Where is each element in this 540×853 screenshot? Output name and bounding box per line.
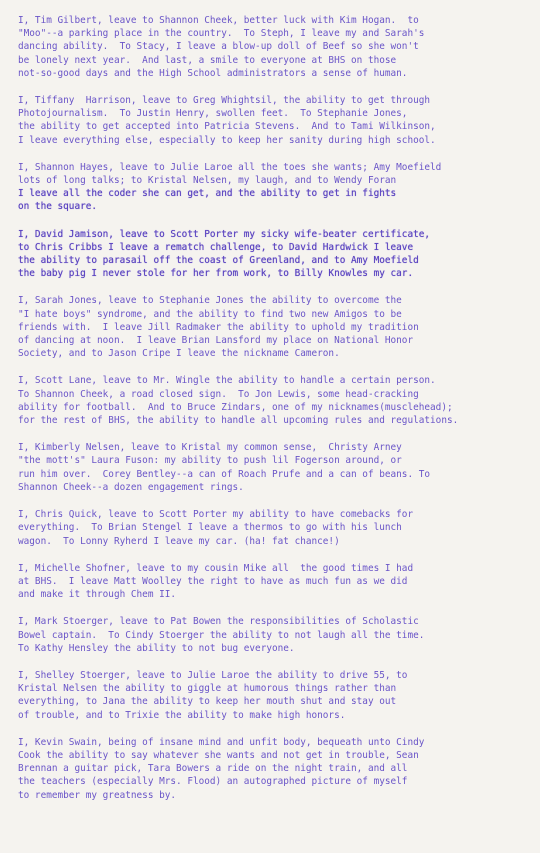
paragraph-line: and make it through Chem II. [18, 589, 177, 601]
paragraph-line: "Moo"--a parking place in the country. To Steph, I leave my and Sarah's [18, 28, 425, 40]
will-paragraph-kimberly-nelsen [18, 441, 540, 494]
paragraph-line: run him over. Corey Bentley--a can of Roach Prufe and a can of beans. To [18, 468, 431, 480]
paragraph-line: I, Mark Stoerger, leave to Pat Bowen the responsibilities of Scholastic [18, 616, 419, 628]
paragraph-line: To Shannon Cheek, a road closed sign. To Jon Lewis, some head-cracking [18, 388, 419, 400]
paragraph-line: ability for football. And to Bruce Zindars, one of my nicknames(musclehead); [18, 401, 453, 413]
paragraph-line: to remember my greatness by. [18, 789, 177, 801]
will-paragraph-david-jamison [18, 228, 540, 281]
paragraph-line: I, Tim Gilbert, leave to Shannon Cheek, better luck with Kim Hogan. to [18, 15, 419, 26]
paragraph-line: I leave all the coder she can get, and the ability to get in fights [18, 188, 397, 200]
will-paragraph-shelley-stoerger [18, 669, 540, 722]
paragraph-line: the ability to get accepted into Patricia Stevens. And to Tami Wilkinson, [18, 121, 436, 133]
paragraph-line: for the rest of BHS, the ability to handle all upcoming rules and regulations. [18, 415, 459, 427]
paragraph-line: on the square. [18, 201, 98, 213]
paragraph-line: Photojournalism. To Justin Henry, swollen feet. To Stephanie Jones, [18, 108, 408, 120]
paragraph-line: friends with. I leave Jill Radmaker the ability to uphold my tradition [18, 321, 419, 333]
paragraph-line: To Kathy Hensley the ability to not bug everyone. [18, 642, 295, 654]
paragraph-line: I, Michelle Shofner, leave to my cousin Mike all the good times I had [18, 562, 414, 574]
paragraph-line: of dancing at noon. I leave Brian Lansford my place on National Honor [18, 335, 414, 347]
paragraph-line: Bowel captain. To Cindy Stoerger the ability to not laugh all the time. [18, 629, 425, 641]
paragraph-line: Shannon Cheek--a dozen engagement rings. [18, 481, 244, 493]
will-paragraph-tiffany-harrison [18, 94, 540, 147]
paragraph-line: I, Chris Quick, leave to Scott Porter my ability to have comebacks for [18, 509, 414, 521]
paragraph-line: not-so-good days and the High School administrators a sense of human. [18, 67, 408, 79]
paragraph-line: I, Shannon Hayes, leave to Julie Laroe all the toes she wants; Amy Moefield [18, 161, 442, 173]
will-paragraph-chris-quick [18, 508, 540, 548]
paragraph-line: I leave everything else, especially to keep her sanity during high school. [18, 134, 436, 146]
will-paragraph-sarah-jones [18, 294, 540, 360]
paragraph-line: everything, to Jana the ability to keep her mouth shut and stay out [18, 696, 397, 708]
paragraph-line: I, Scott Lane, leave to Mr. Wingle the ability to handle a certain person. [18, 375, 436, 387]
will-paragraph-mark-stoerger [18, 615, 540, 655]
paragraph-line: to Chris Cribbs I leave a rematch challenge, to David Hardwick I leave [18, 241, 414, 253]
paragraph-line: the baby pig I never stole for her from work, to Billy Knowles my car. [18, 268, 414, 280]
paragraph-line: I, Kevin Swain, being of insane mind and unfit body, bequeath unto Cindy [18, 736, 425, 748]
paragraph-line: at BHS. I leave Matt Woolley the right to have as much fun as we did [18, 575, 408, 587]
paragraph-line: of trouble, and to Trixie the ability to make high honors. [18, 709, 346, 721]
paragraph-line: everything. To Brian Stengel I leave a thermos to go with his lunch [18, 522, 402, 534]
will-paragraph-scott-lane [18, 374, 540, 427]
paragraph-line: dancing ability. To Stacy, I leave a blow-up doll of Beef so she won't [18, 41, 419, 53]
paragraph-line: I, David Jamison, leave to Scott Porter my sicky wife-beater certificate, [18, 228, 431, 240]
paragraph-line: I, Tiffany Harrison, leave to Greg Whightsil, the ability to get through [18, 95, 431, 107]
paragraph-line: lots of long talks; to Kristal Nelsen, my laugh, and to Wendy Foran [18, 175, 397, 187]
will-paragraph-michelle-shofner [18, 562, 540, 602]
will-paragraph-kevin-swain [18, 736, 540, 802]
paragraph-line: wagon. To Lonny Ryherd I leave my car. (ha! fat chance!) [18, 535, 340, 547]
paragraph-line: Society, and to Jason Cripe I leave the nickname Cameron. [18, 348, 340, 360]
paragraph-line: Cook the ability to say whatever she wants and not get in trouble, Sean [18, 749, 419, 761]
will-paragraph-shannon-hayes [18, 161, 540, 214]
paragraph-line: be lonely next year. And last, a smile to everyone at BHS on those [18, 54, 397, 66]
paragraph-line: "I hate boys" syndrome, and the ability to find two new Amigos to be [18, 308, 402, 320]
paragraph-line: the ability to parasail off the coast of Greenland, and to Amy Moefield [18, 255, 419, 267]
will-paragraph-tim-gilbert [18, 14, 540, 80]
paragraph-line: Brennan a guitar pick, Tara Bowers a ride on the night train, and all [18, 763, 408, 775]
paragraph-line: I, Sarah Jones, leave to Stephanie Jones the ability to overcome the [18, 295, 402, 307]
paragraph-line: Kristal Nelsen the ability to giggle at humorous things rather than [18, 683, 397, 695]
paragraph-line: I, Kimberly Nelsen, leave to Kristal my common sense, Christy Arney [18, 442, 402, 454]
paragraph-line: "the mott's" Laura Fuson: my ability to push lil Fogerson around, or [18, 455, 402, 467]
paragraph-line: I, Shelley Stoerger, leave to Julie Laroe the ability to drive 55, to [18, 669, 408, 681]
paragraph-line: the teachers (especially Mrs. Flood) an autographed picture of myself [18, 776, 408, 788]
